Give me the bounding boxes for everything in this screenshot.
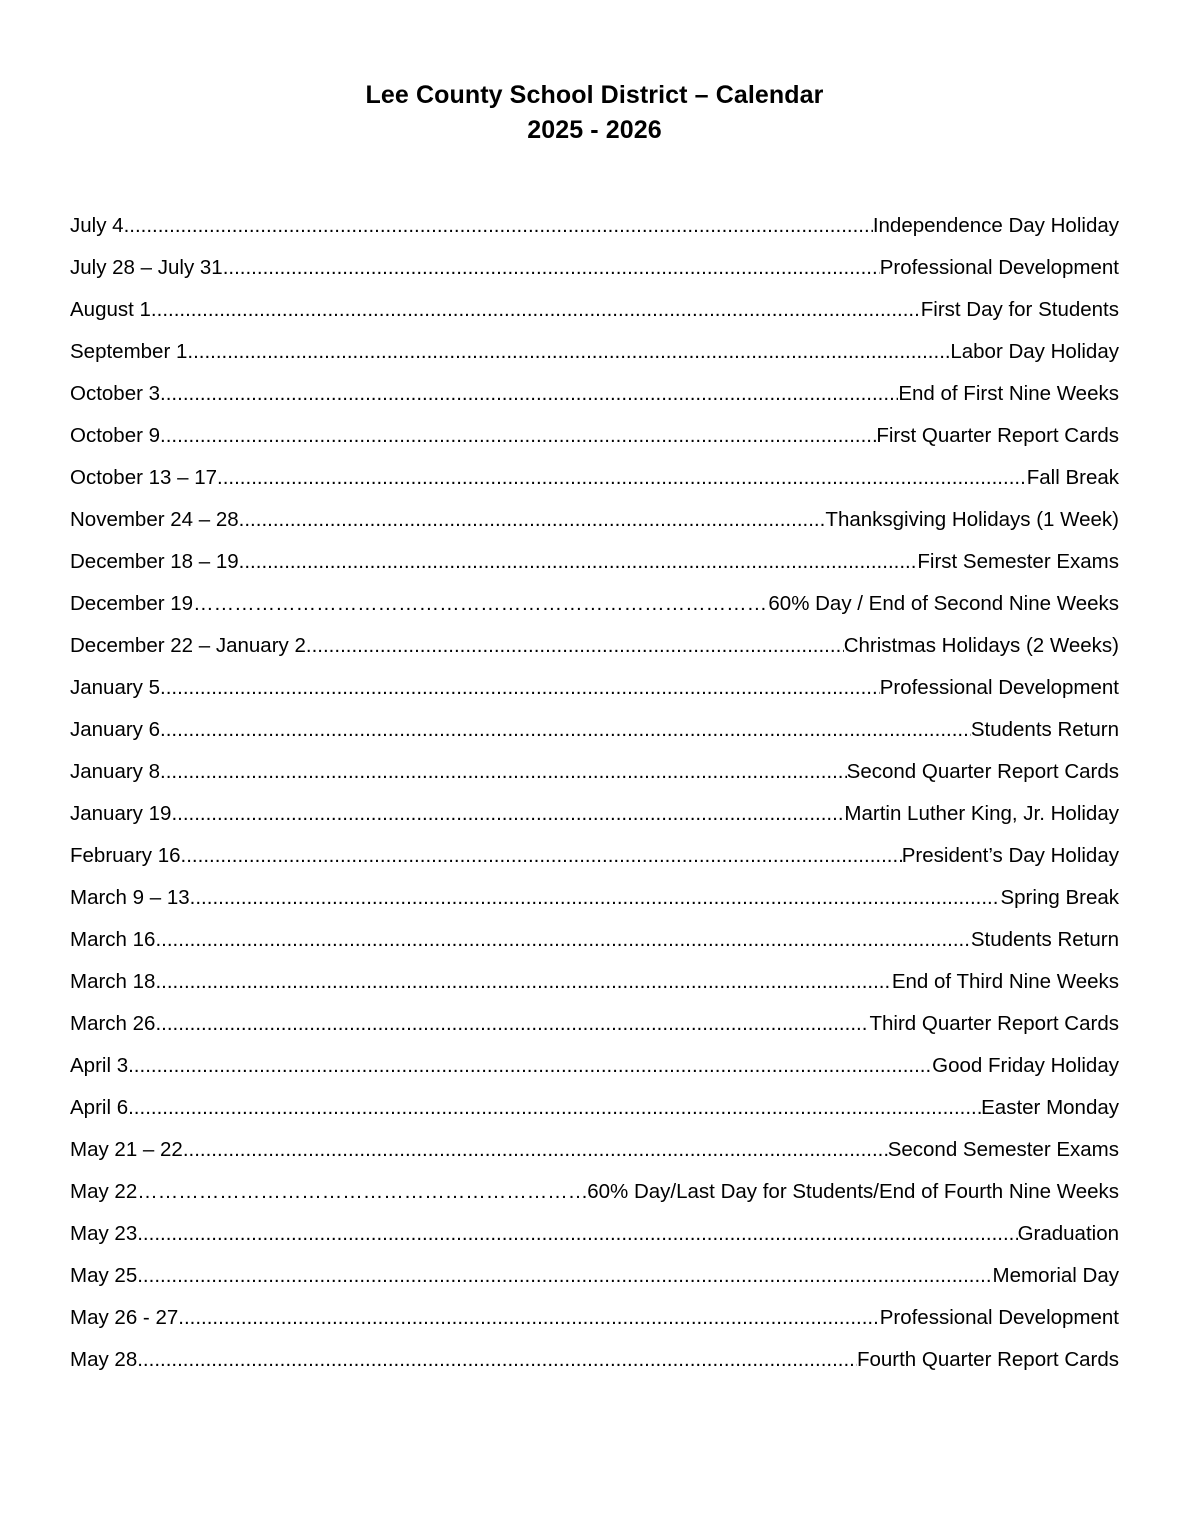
calendar-entry-row (70, 802, 1119, 844)
calendar-entry-event: 60% Day/Last Day for Students/End of Fourth Nine Weeks (587, 1180, 1119, 1203)
calendar-entry-event: Third Quarter Report Cards (869, 1012, 1119, 1035)
dot-leader (155, 1012, 869, 1036)
dot-leader (239, 550, 918, 574)
dot-leader (190, 886, 1001, 910)
calendar-entry-event: Independence Day Holiday (872, 214, 1119, 237)
calendar-entry-row (70, 1306, 1119, 1348)
calendar-entry-row (70, 508, 1119, 550)
calendar-entry-event: 60% Day / End of Second Nine Weeks (768, 592, 1119, 615)
calendar-entry-row (70, 382, 1119, 424)
calendar-entry-event: Students Return (970, 718, 1119, 741)
calendar-entry-date: May 26 - 27 (70, 1306, 179, 1329)
calendar-entry-date: March 26 (70, 1012, 156, 1035)
calendar-entry-date: May 28 (70, 1348, 138, 1371)
calendar-entry-row (70, 970, 1119, 1012)
page-title-line-2: 2025 - 2026 (527, 116, 662, 144)
calendar-entry-event: Students Return (970, 928, 1119, 951)
calendar-entry-date: March 9 – 13 (70, 886, 190, 909)
calendar-entry-event: Fall Break (1026, 466, 1119, 489)
calendar-entry-date: January 8 (70, 760, 161, 783)
calendar-entry-row (70, 760, 1119, 802)
calendar-entry-row (70, 844, 1119, 886)
calendar-entry-date: October 3 (70, 382, 161, 405)
calendar-entry-row (70, 1180, 1119, 1222)
calendar-entry-event: End of Third Nine Weeks (891, 970, 1119, 993)
dot-leader (128, 1096, 981, 1120)
calendar-entry-date: December 19 (70, 592, 194, 615)
dot-leader (223, 256, 880, 280)
dot-leader (178, 1306, 879, 1330)
calendar-entry-event: Fourth Quarter Report Cards (856, 1348, 1119, 1371)
calendar-entry-row (70, 1138, 1119, 1180)
calendar-entry-event: Second Quarter Report Cards (846, 760, 1119, 783)
calendar-entry-event: First Day for Students (920, 298, 1119, 321)
calendar-entry-event: Labor Day Holiday (950, 340, 1119, 363)
calendar-entry-row (70, 214, 1119, 256)
calendar-entry-row (70, 718, 1119, 760)
calendar-entry-date: March 16 (70, 928, 156, 951)
calendar-entry-date: January 5 (70, 676, 161, 699)
calendar-entry-event: President’s Day Holiday (901, 844, 1119, 867)
calendar-entry-date: January 6 (70, 718, 161, 741)
calendar-entry-date: November 24 – 28 (70, 508, 239, 531)
dot-leader (160, 382, 898, 406)
calendar-entry-row (70, 1096, 1119, 1138)
calendar-entry-event: Second Semester Exams (887, 1138, 1119, 1161)
calendar-entry-list (70, 214, 1119, 1390)
calendar-entry-event: First Semester Exams (917, 550, 1119, 573)
calendar-entry-date: December 22 – January 2 (70, 634, 306, 657)
calendar-entry-date: December 18 – 19 (70, 550, 239, 573)
dot-leader (183, 1138, 888, 1162)
dot-leader (239, 508, 826, 532)
calendar-entry-date: July 4 (70, 214, 124, 237)
calendar-entry-event: Professional Development (879, 256, 1119, 279)
calendar-entry-event: Graduation (1017, 1222, 1119, 1245)
calendar-entry-date: July 28 – July 31 (70, 256, 223, 279)
calendar-entry-date: May 21 – 22 (70, 1138, 183, 1161)
calendar-entry-event: Professional Development (879, 676, 1119, 699)
dot-leader (128, 1054, 932, 1078)
dot-leader (160, 424, 876, 448)
calendar-entry-event: End of First Nine Weeks (898, 382, 1119, 405)
dot-leader (155, 928, 970, 952)
calendar-entry-date: January 19 (70, 802, 172, 825)
dot-leader (137, 1348, 857, 1372)
calendar-entry-row (70, 1264, 1119, 1306)
dot-leader (217, 466, 1027, 490)
dot-leader (155, 970, 891, 994)
calendar-entry-event: Memorial Day (992, 1264, 1119, 1287)
calendar-entry-row (70, 886, 1119, 928)
calendar-entry-row (70, 676, 1119, 718)
calendar-entry-row (70, 1012, 1119, 1054)
dot-leader (124, 214, 873, 238)
calendar-entry-row (70, 634, 1119, 676)
dot-leader (171, 802, 844, 826)
calendar-entry-event: Martin Luther King, Jr. Holiday (844, 802, 1119, 825)
calendar-entry-row (70, 424, 1119, 466)
calendar-entry-event: Professional Development (879, 1306, 1119, 1329)
calendar-entry-event: Spring Break (1000, 886, 1119, 909)
calendar-entry-row (70, 256, 1119, 298)
calendar-entry-row (70, 550, 1119, 592)
calendar-entry-row (70, 1348, 1119, 1390)
calendar-entry-date: April 6 (70, 1096, 129, 1119)
calendar-entry-date: August 1 (70, 298, 151, 321)
calendar-entry-date: September 1 (70, 340, 188, 363)
calendar-entry-date: March 18 (70, 970, 156, 993)
calendar-entry-row (70, 1054, 1119, 1096)
dot-leader (181, 844, 902, 868)
dot-leader (306, 634, 844, 658)
calendar-entry-event: First Quarter Report Cards (876, 424, 1119, 447)
calendar-entry-event: Good Friday Holiday (932, 1054, 1119, 1077)
dot-leader (137, 1264, 992, 1288)
calendar-entry-event: Thanksgiving Holidays (1 Week) (825, 508, 1119, 531)
calendar-entry-event: Christmas Holidays (2 Weeks) (843, 634, 1119, 657)
dot-leader (187, 340, 950, 364)
dot-leader (137, 1222, 1017, 1246)
calendar-entry-date: February 16 (70, 844, 181, 867)
calendar-entry-date: May 23 (70, 1222, 138, 1245)
page-title-line-1: Lee County School District – Calendar (365, 81, 824, 109)
dot-leader (151, 298, 921, 322)
dot-leader (193, 592, 768, 616)
dot-leader (137, 1180, 587, 1204)
page-title (70, 78, 1119, 148)
calendar-entry-date: May 22 (70, 1180, 138, 1203)
calendar-entry-row (70, 298, 1119, 340)
calendar-entry-event: Easter Monday (981, 1096, 1119, 1119)
dot-leader (160, 676, 880, 700)
calendar-entry-date: April 3 (70, 1054, 129, 1077)
calendar-entry-date: October 9 (70, 424, 161, 447)
calendar-entry-row (70, 340, 1119, 382)
calendar-entry-date: May 25 (70, 1264, 138, 1287)
calendar-entry-row (70, 592, 1119, 634)
dot-leader (160, 760, 847, 784)
calendar-entry-row (70, 1222, 1119, 1264)
dot-leader (160, 718, 971, 742)
calendar-entry-row (70, 928, 1119, 970)
calendar-entry-row (70, 466, 1119, 508)
calendar-entry-date: October 13 – 17 (70, 466, 218, 489)
